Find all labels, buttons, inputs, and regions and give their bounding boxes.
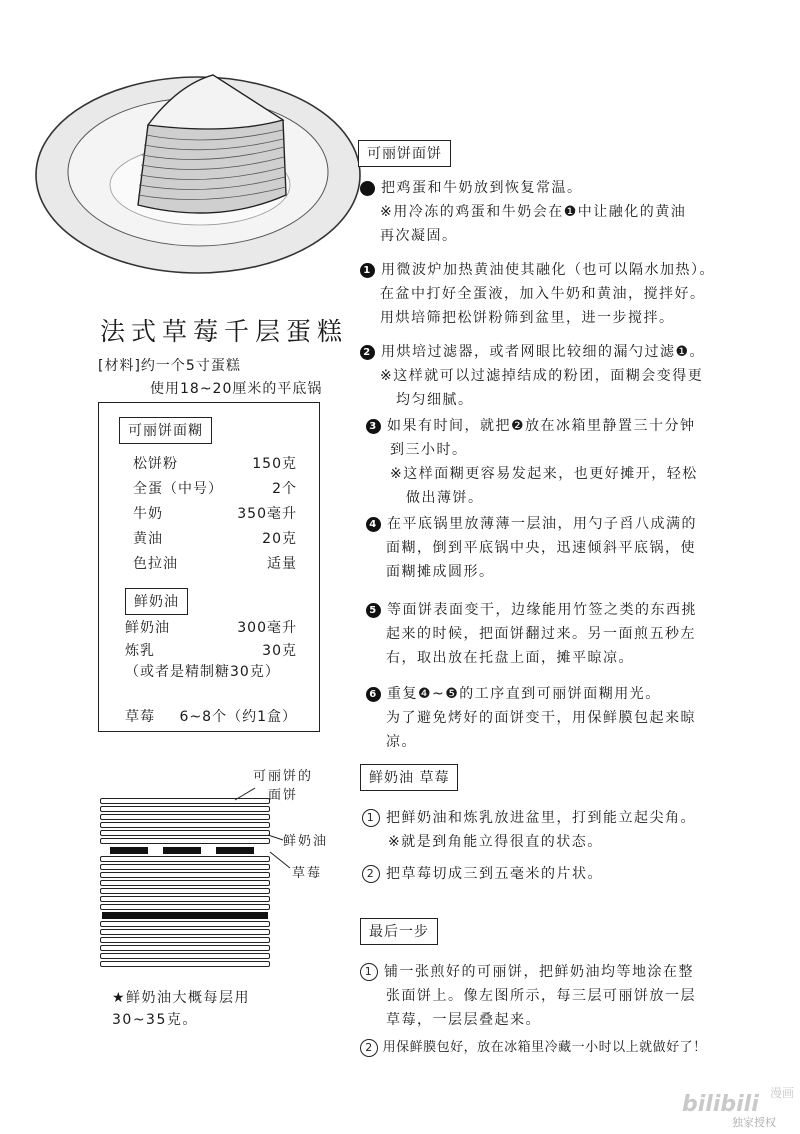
step-text: 用保鲜膜包好，放在冰箱里冷藏一小时以上就做好了！: [382, 1040, 707, 1055]
step-text: 铺一张煎好的可丽饼，把鲜奶油均等地涂在整: [383, 964, 694, 980]
ingredient-name: 黄油: [133, 531, 163, 547]
step-text: 等面饼表面变干，边缘能用竹签之类的东西挑: [386, 602, 697, 618]
step-text: 重复❹~❺的工序直到可丽饼面糊用光。: [386, 686, 661, 702]
step-text: 起来的时候，把面饼翻过来。另一面煎五秒左: [386, 626, 696, 642]
step-text: 再次凝固。: [380, 228, 458, 244]
watermark-logo: bilibili: [682, 1092, 759, 1117]
crepe-step-1: [360, 258, 785, 330]
diagram-label-strawberry: 草莓: [292, 866, 323, 881]
ingredient-amount: 30克: [262, 643, 297, 659]
materials-line-1: [材料]约一个5寸蛋糕: [98, 358, 241, 374]
step-text: 面糊，倒到平底锅中央，迅速倾斜平底锅，使: [386, 540, 696, 556]
strawberry-name: 草莓: [125, 709, 155, 725]
step-text: 用烘培过滤器，或者网眼比较细的漏勺过滤❶。: [380, 344, 706, 360]
materials-line-2: 使用18~20厘米的平底锅: [150, 381, 323, 397]
ingredient-amount: 150克: [252, 456, 297, 472]
diagram-note-2: 30~35克。: [112, 1012, 198, 1028]
ingredient-name: 色拉油: [133, 556, 178, 572]
batter-label: 可丽饼面糊: [119, 417, 212, 444]
ingredient-amount: 适量: [267, 556, 297, 572]
crepe-step-6: [366, 682, 786, 754]
ingredient-name: 松饼粉: [133, 456, 178, 472]
step-text: ※用冷冻的鸡蛋和牛奶会在❶中让融化的黄油: [380, 204, 687, 220]
crepe-step-4: [366, 512, 786, 584]
step-text: 到三小时。: [390, 442, 468, 458]
ingredient-name: 炼乳: [125, 643, 155, 659]
crepe-step-0: [360, 176, 780, 248]
step-number-icon: 2: [360, 345, 375, 360]
step-text: 面糊摊成圆形。: [386, 564, 495, 580]
section-header-crepe: 可丽饼面饼: [358, 140, 451, 167]
step-text: 在平底锅里放薄薄一层油，用勺子舀八成满的: [386, 516, 697, 532]
ingredient-name: 鲜奶油: [125, 620, 170, 636]
step-number-icon: 5: [366, 603, 381, 618]
section-header-cream: 鲜奶油 草莓: [360, 764, 458, 791]
step-number-icon: 2: [360, 1039, 378, 1057]
step-number-icon: 3: [366, 419, 381, 434]
final-step-2: [360, 1036, 790, 1060]
cream-label: 鲜奶油: [125, 588, 188, 615]
diagram-note-1: ★鲜奶油大概每层用: [112, 990, 251, 1006]
final-step-1: [360, 960, 785, 1032]
step-text: 如果有时间，就把❷放在冰箱里静置三十分钟: [386, 418, 696, 434]
step-text: 把鲜奶油和炼乳放进盆里，打到能立起尖角。: [385, 810, 696, 826]
crepe-step-5: [366, 598, 786, 670]
ingredient-amount: 20克: [262, 531, 297, 547]
step-text: 用烘培筛把松饼粉筛到盆里，进一步搅拌。: [380, 310, 675, 326]
crepe-step-2: [360, 340, 785, 412]
step-number-icon: 1: [360, 263, 375, 278]
step-text: 在盆中打好全蛋液，加入牛奶和黄油，搅拌好。: [380, 286, 706, 302]
ingredient-amount: 2个: [272, 481, 297, 497]
step-text: 右，取出放在托盘上面，摊平晾凉。: [386, 650, 634, 666]
ingredient-amount: 300毫升: [237, 620, 297, 636]
step-number-icon: 6: [366, 687, 381, 702]
step-text: 张面饼上。像左图所示，每三层可丽饼放一层: [386, 988, 696, 1004]
diagram-label-cream: 鲜奶油: [283, 834, 329, 849]
ingredient-name: 全蛋（中号）: [133, 481, 223, 497]
step-text: 做出薄饼。: [406, 490, 484, 506]
crepe-step-3: [366, 414, 786, 510]
step-bullet-icon: [360, 181, 375, 196]
cream-note: （或者是精制糖30克）: [125, 664, 280, 680]
step-number-icon: 1: [360, 963, 378, 981]
watermark-sub-1: 漫画: [770, 1086, 795, 1100]
step-number-icon: 4: [366, 517, 381, 532]
recipe-title: 法式草莓千层蛋糕: [100, 317, 349, 346]
step-text: 为了避免烤好的面饼变干，用保鲜膜包起来晾: [386, 710, 696, 726]
strawberry-amount: 6~8个（约1盒）: [179, 709, 297, 725]
ingredient-name: 牛奶: [133, 506, 163, 522]
step-text: 把鸡蛋和牛奶放到恢复常温。: [380, 180, 583, 196]
step-text: ※就是到角能立得很直的状态。: [388, 834, 603, 850]
diagram-label-crepe-2: 面饼: [268, 788, 299, 803]
cream-step-1: [362, 806, 782, 854]
ingredient-amount: 350毫升: [237, 506, 297, 522]
step-text: 把草莓切成三到五毫米的片状。: [385, 866, 603, 882]
diagram-label-crepe-1: 可丽饼的: [253, 769, 314, 784]
step-text: 草莓，一层层叠起来。: [386, 1012, 541, 1028]
section-header-final: 最后一步: [360, 918, 438, 945]
cream-step-2: [362, 862, 782, 886]
step-text: 均匀细腻。: [396, 392, 474, 408]
step-text: ※这样面糊更容易发起来，也更好摊开，轻松: [390, 466, 698, 482]
step-number-icon: 1: [362, 809, 380, 827]
step-text: ※这样就可以过滤掉结成的粉团，面糊会变得更: [380, 368, 704, 384]
step-text: 用微波炉加热黄油使其融化（也可以隔水加热）。: [380, 262, 715, 278]
step-text: 凉。: [386, 734, 417, 750]
watermark-sub-2: 独家授权: [732, 1116, 776, 1129]
step-number-icon: 2: [362, 865, 380, 883]
